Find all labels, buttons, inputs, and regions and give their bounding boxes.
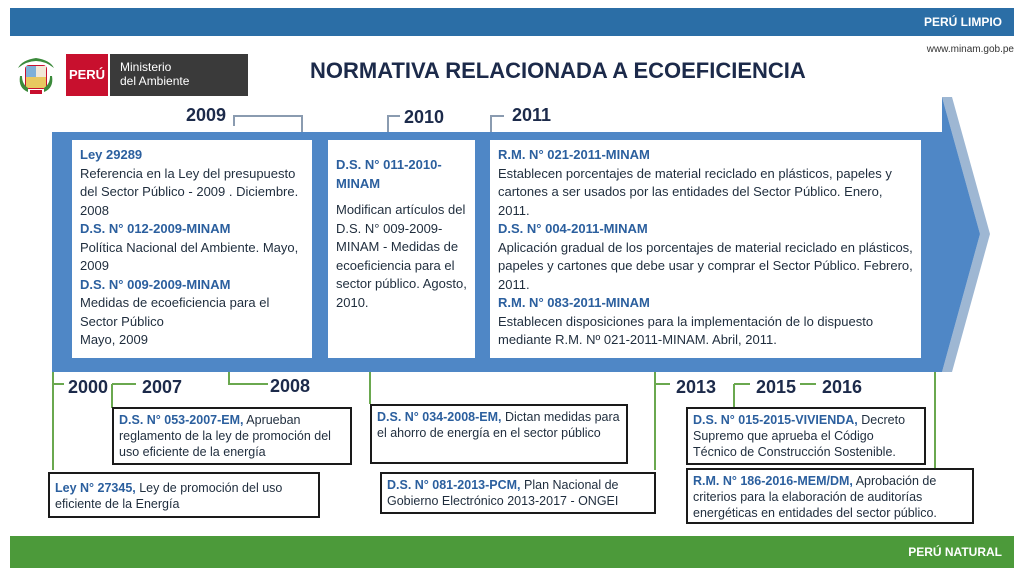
box-2016-code: R.M. N° 186-2016-MEM/DM, <box>693 474 853 488</box>
box-2013 <box>380 472 656 514</box>
year-2010: 2010 <box>404 107 445 127</box>
box-2008-text: Dictan medidas para el ahorro de energía en el sector público <box>377 410 620 440</box>
norm-code-0-0: Ley 29289 <box>80 147 143 162</box>
year-2013: 2013 <box>676 377 717 397</box>
box-2000-code: Ley N° 27345, <box>55 481 136 495</box>
norm-code-2-0: R.M. N° 021-2011-MINAM <box>498 147 650 162</box>
box-2013-code: D.S. N° 081-2013-PCM, <box>387 478 521 492</box>
year-2015: 2015 <box>756 377 797 397</box>
connector-2000 <box>53 372 64 384</box>
box-2007 <box>112 407 352 465</box>
box-2015 <box>686 407 926 465</box>
norm-text-0-3: Política Nacional del Ambiente. Mayo, 2009 <box>80 239 299 273</box>
box-2000 <box>48 472 320 518</box>
norm-text-0-1: Referencia en la Ley del presupuesto del Sector Público - 2009 . Diciembre. 2008 <box>80 165 299 218</box>
year-2007: 2007 <box>142 377 183 397</box>
norm-text-2-3: Aplicación gradual de los porcentajes de material reciclado en plásticos, papeles y cartones que debe usar y comprar el Sector Público. Febrero, 2011. <box>498 239 913 292</box>
connector-2013 <box>655 372 670 384</box>
year-2008: 2008 <box>270 376 311 396</box>
norm-text-0-5: Medidas de ecoeficiencia para el Sector Público <box>80 295 270 329</box>
footer-bar <box>10 536 1014 568</box>
box-2016 <box>686 468 974 524</box>
connector-2008 <box>229 372 268 384</box>
website-url[interactable]: www.minam.gob.pe <box>926 44 1014 55</box>
norm-code-0-2: D.S. N° 012-2009-MINAM <box>80 221 231 236</box>
connector-2009 <box>234 116 302 132</box>
box-2000-text: Ley de promoción del uso eficiente de la Energía <box>55 481 283 511</box>
header-label: PERÚ LIMPIO <box>923 15 1002 29</box>
box-2013-text: Plan Nacional de Gobierno Electrónico 2013-2017 - ONGEI <box>387 478 619 508</box>
ministry-line-1: Ministerio <box>120 60 172 74</box>
box-2007-text: Aprueban reglamento de la ley de promoción del uso eficiente de la energía <box>119 413 331 459</box>
box-2016-text: Aprobación de criterios para la elaboración de auditorías energéticas en entidades del sector público. <box>693 474 937 520</box>
connector-2011 <box>491 116 504 132</box>
norm-text-1-1: Modifican artículos del D.S. N° 009-2009-MINAM - Medidas de ecoeficiencia para el sector público. Agosto, 2010. <box>336 202 467 310</box>
box-2007-code: D.S. N° 053-2007-EM, <box>119 413 244 427</box>
year-2016: 2016 <box>822 377 863 397</box>
norm-code-2-2: D.S. N° 004-2011-MINAM <box>498 221 648 236</box>
year-2009: 2009 <box>186 105 227 125</box>
peru-label: PERÚ <box>66 54 108 96</box>
norm-text-2-5: Establecen disposiciones para la implementación de lo dispuesto mediante R.M. Nº 021-2011-MINAM. Abril, 2011. <box>498 313 874 347</box>
box-2015-code: D.S. N° 015-2015-VIVIENDA, <box>693 413 858 427</box>
norm-text-0-6: Mayo, 2009 <box>80 332 148 347</box>
norm-code-1-0: D.S. N° 011-2010-MINAM <box>336 157 442 191</box>
year-2011: 2011 <box>512 105 552 125</box>
box-2011 <box>490 140 921 358</box>
box-2008-code: D.S. N° 034-2008-EM, <box>377 410 502 424</box>
ministry-line-2: del Ambiente <box>120 74 190 88</box>
page-title: NORMATIVA RELACIONADA A ECOEFICIENCIA <box>310 58 806 83</box>
box-2009 <box>72 140 312 358</box>
norm-code-2-4: R.M. N° 083-2011-MINAM <box>498 295 650 310</box>
year-2000: 2000 <box>68 377 109 397</box>
box-2015-text: Decreto Supremo que aprueba el Código Técnico de Construcción Sostenible. <box>693 413 906 459</box>
footer-label: PERÚ NATURAL <box>908 545 1002 559</box>
box-2008 <box>370 404 628 464</box>
norm-text-2-1: Establecen porcentajes de material reciclado en plásticos, papeles y cartones a ser usados por las entidades del Sector Público. Enero, 2011. <box>498 165 892 218</box>
norm-code-0-4: D.S. N° 009-2009-MINAM <box>80 276 231 292</box>
connector-2010 <box>388 116 400 132</box>
box-2010 <box>328 140 475 358</box>
